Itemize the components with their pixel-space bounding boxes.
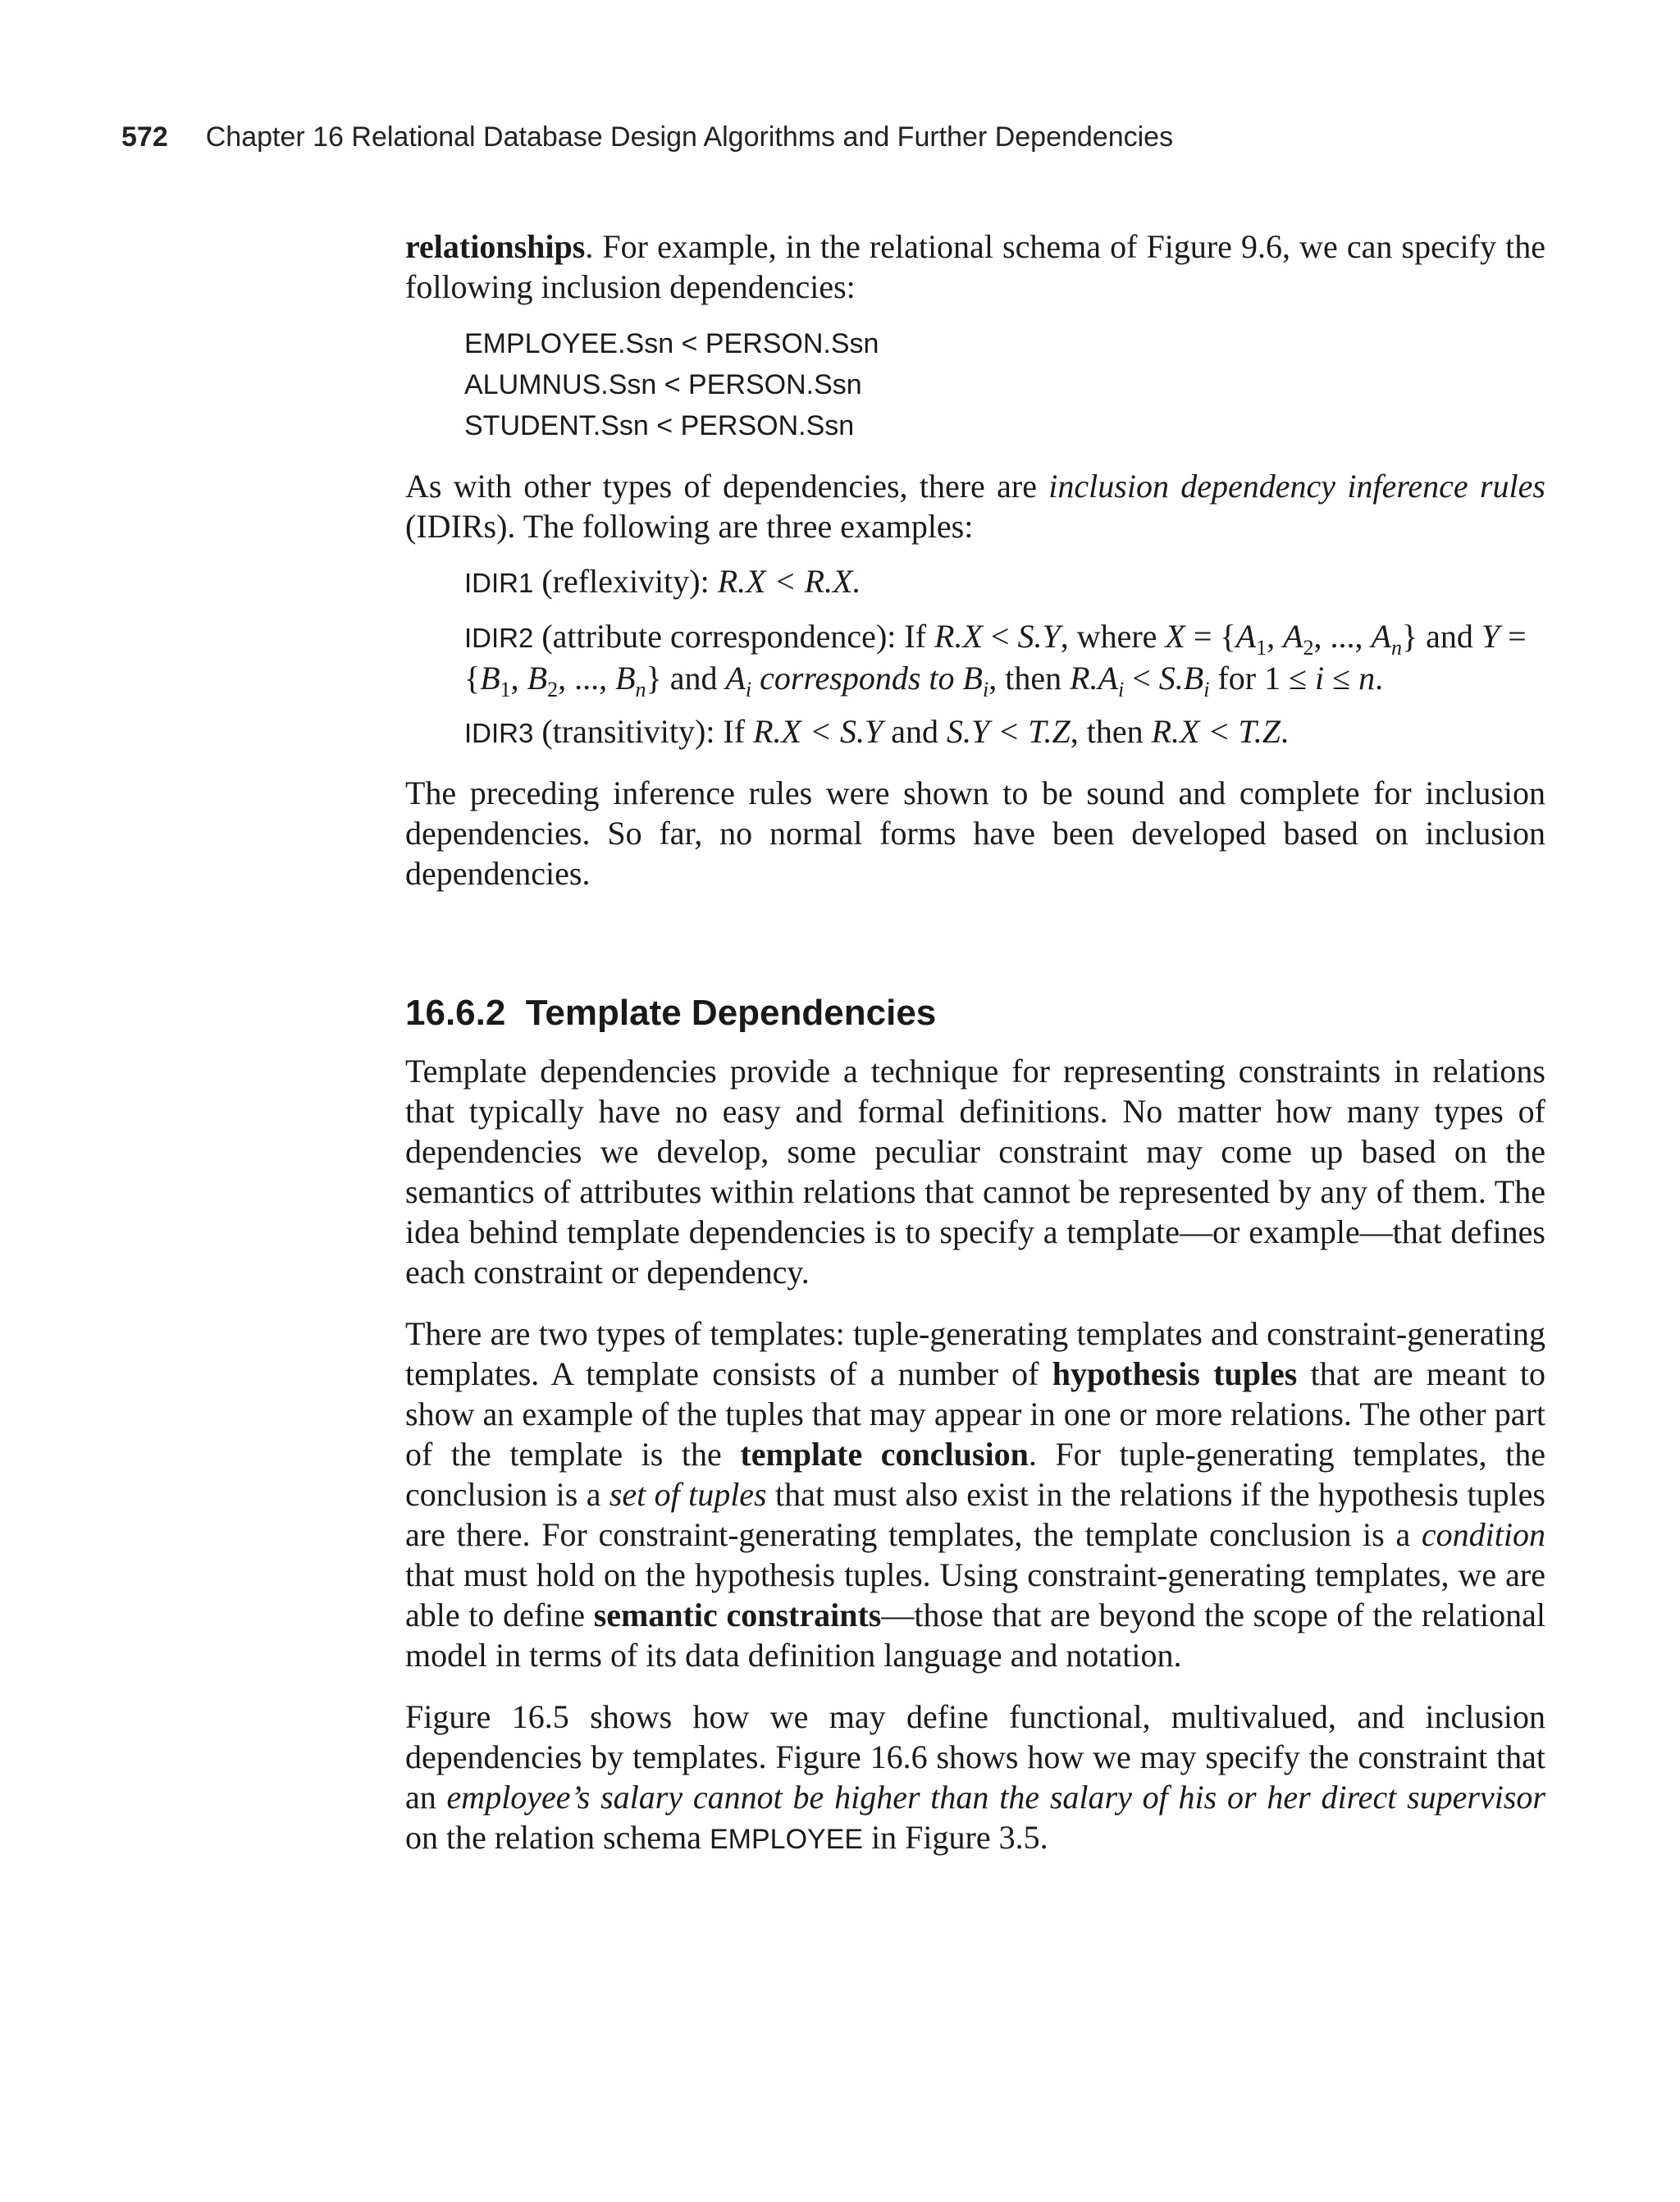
subscript: 2 <box>547 678 559 701</box>
paragraph-text: on the relation schema <box>405 1819 710 1856</box>
formula-part: B <box>480 660 500 697</box>
idir-intro-italic: inclusion dependency inference rules <box>1048 468 1545 505</box>
rule-label: IDIR2 <box>464 623 534 653</box>
paragraph-text: in Figure 3.5. <box>863 1819 1048 1856</box>
bold-term: semantic constraints <box>593 1597 882 1633</box>
formula-part: , <box>510 660 527 697</box>
formula-part: B <box>962 660 983 697</box>
subscript: i <box>982 678 989 701</box>
subscript: i <box>1203 678 1210 701</box>
formula-part: , then <box>1070 713 1152 750</box>
formula-part: ≤ <box>1324 660 1359 697</box>
rule-idir2 <box>464 616 1545 701</box>
paragraph-text: . For tuple-generating templates, the conclusion is a <box>405 1436 1545 1513</box>
rule-label: IDIR1 <box>464 568 534 598</box>
formula-part: S.Y < T.Z <box>946 713 1071 750</box>
formula-part: } and <box>646 660 726 697</box>
intro-bold-term: relationships <box>405 228 586 265</box>
idir-intro-paragraph <box>405 466 1545 546</box>
paragraph-text: that must hold on the hypothesis tuples. Using constraint-generating templates, we are able to define <box>405 1556 1545 1633</box>
formula-part: R.X < S.Y <box>753 713 883 750</box>
template-paragraph-3 <box>405 1697 1545 1860</box>
running-title: Chapter 16 Relational Database Design Algorithms and Further Dependencies <box>205 121 1174 153</box>
section-heading <box>405 990 1545 1036</box>
formula-part: = { <box>464 618 1527 697</box>
formula-part: R.X <box>934 618 983 655</box>
formula-part: B <box>527 660 548 697</box>
intro-paragraph <box>405 226 1545 307</box>
paragraph-text: —those that are beyond the scope of the relational model in terms of its data definition language and notation. <box>405 1597 1545 1674</box>
schema-name: EMPLOYEE <box>709 1824 864 1855</box>
formula-part: . <box>1375 660 1384 697</box>
subscript: n <box>1390 636 1402 660</box>
formula-part: < <box>1124 660 1159 697</box>
formula-part: n <box>1358 660 1376 697</box>
formula-part: B <box>615 660 636 697</box>
idir-intro-text: As with other types of dependencies, there are <box>405 468 1049 505</box>
rule-name: (transitivity): If <box>533 713 754 750</box>
formula-part: , ..., <box>1313 618 1372 655</box>
formula-part: } and <box>1401 618 1481 655</box>
subscript: 1 <box>500 678 511 701</box>
rule-idir3 <box>464 711 1545 753</box>
formula-part: for 1 ≤ <box>1209 660 1316 697</box>
paragraph-text: that are meant to show an example of the tuples that may appear in one or more relations. The other part of the template is the <box>405 1355 1545 1473</box>
running-header <box>121 121 1173 153</box>
formula-part: , where <box>1060 618 1166 655</box>
formula-part: < <box>982 618 1018 655</box>
formula-part: and <box>883 713 947 750</box>
formula-part: A <box>1235 618 1257 655</box>
bold-term: template conclusion <box>740 1436 1029 1473</box>
italic-term: set of tuples <box>609 1476 767 1513</box>
subscript: n <box>635 678 646 701</box>
subscript: i <box>1117 678 1125 701</box>
rule-formula: R.X < R.X. <box>717 563 861 600</box>
formula-part: Y <box>1481 618 1500 655</box>
rule-label: IDIR3 <box>464 718 534 748</box>
formula-part: S.B <box>1158 660 1204 697</box>
formula-part: A <box>1371 618 1391 655</box>
sound-complete-paragraph: The preceding inference rules were shown to be sound and complete for inclusion dependencies. So far, no normal forms have been developed based on inclusion dependencies. <box>405 774 1545 892</box>
formula-part: R.X < T.Z <box>1151 713 1281 750</box>
formula-part: A <box>1283 618 1303 655</box>
italic-term: condition <box>1421 1516 1545 1553</box>
formula-part: A <box>725 660 746 697</box>
subscript: 1 <box>1256 636 1267 660</box>
formula-part: i <box>1315 660 1325 697</box>
formula-part: , then <box>988 660 1071 697</box>
italic-term: employee’s salary cannot be higher than the salary of his or her direct supervisor <box>446 1779 1545 1816</box>
subscript: i <box>745 678 752 701</box>
section-number: 16.6.2 <box>405 993 506 1033</box>
paragraph-text: There are two types of templates: tuple-generating templates and constraint-generating templates. A template consists of a number of <box>405 1315 1545 1392</box>
paragraph-text: Figure 16.5 shows how we may define functional, multivalued, and inclusion dependencies by templates. Figure 16.6 shows how we may specify the constraint that an <box>405 1698 1545 1816</box>
intro-text: . For example, in the relational schema of Figure 9.6, we can specify the following inclusion dependencies: <box>405 228 1545 305</box>
formula-part: = { <box>1185 618 1236 655</box>
bold-term: hypothesis tuples <box>1052 1355 1298 1392</box>
template-paragraph-2 <box>405 1313 1545 1675</box>
idir-intro-text: (IDIRs). The following are three examples: <box>405 508 974 545</box>
paragraph-text: that must also exist in the relations if the hypothesis tuples are there. For constraint-generating templates, the template conclusion is a <box>405 1476 1545 1553</box>
rule-name: (attribute correspondence): If <box>533 618 935 655</box>
template-paragraph-1: Template dependencies provide a technique for representing constraints in relations that typically have no easy and formal definitions. No matter how many types of dependencies we develop, some peculiar constraint may come up based on the semantics of attributes within relations that cannot be represented by any of them. The idea behind template dependencies is to specify a template—or example—that defines each constraint or dependency. <box>405 1053 1545 1291</box>
formula-part: corresponds to <box>751 660 963 697</box>
formula-part: R.A <box>1070 660 1118 697</box>
inclusion-dependency-list <box>464 323 1545 446</box>
formula-part: , <box>1267 618 1284 655</box>
subscript: 2 <box>1303 636 1314 660</box>
inclusion-dependency: STUDENT.Ssn < PERSON.Ssn <box>464 410 855 441</box>
page-number: 572 <box>121 121 168 153</box>
inclusion-dependency: ALUMNUS.Ssn < PERSON.Ssn <box>464 369 862 400</box>
formula-part: , ..., <box>558 660 616 697</box>
page-body <box>405 226 1545 1860</box>
formula-part: S.Y <box>1017 618 1061 655</box>
formula-part: . <box>1280 713 1289 750</box>
inclusion-dependency: EMPLOYEE.Ssn < PERSON.Ssn <box>464 328 879 359</box>
formula-part: X <box>1165 618 1185 655</box>
rule-name: (reflexivity): <box>533 563 718 600</box>
section-title: Template Dependencies <box>525 993 937 1033</box>
rule-idir1 <box>464 561 1545 603</box>
